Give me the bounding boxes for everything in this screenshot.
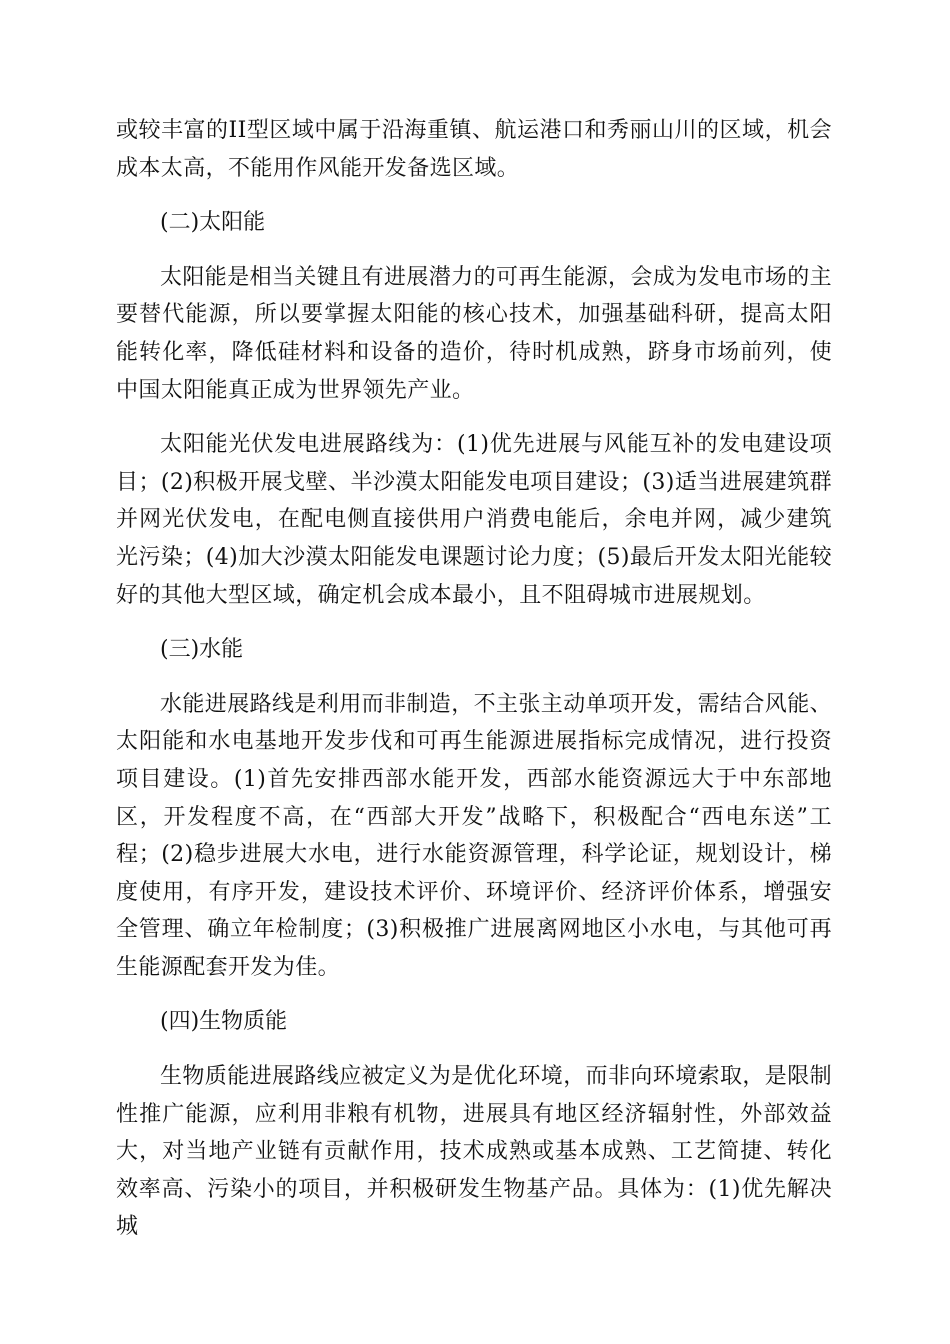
paragraph-biomass-roadmap: 生物质能进展路线应被定义为是优化环境，而非向环境索取，是限制性推广能源，应利用非粮有机物，进展具有地区经济辐射性，外部效益大，对当地产业链有贡献作用，技术成熟或基本成熟、工艺简捷、转化效率高、污染小的项目，并积极研发生物基产品。具体为：(1)优先解决城 — [116, 1064, 833, 1240]
paragraph-solar-intro: 太阳能是相当关键且有进展潜力的可再生能源，会成为发电市场的主要替代能源，所以要掌握太阳能的核心技术，加强基础科研，提高太阳能转化率，降低硅材料和设备的造价，待时机成熟，跻身市场前列，使中国太阳能真正成为世界领先产业。 — [116, 264, 833, 403]
paragraph-hydro-roadmap: 水能进展路线是利用而非制造，不主张主动单项开发，需结合风能、太阳能和水电基地开发步伐和可再生能源进展指标完成情况，进行投资项目建设。(1)首先安排西部水能开发，西部水能资源远大于中东部地区，开发程度不高，在“西部大开发”战略下，积极配合“西电东送”工程；(2)稳步进展大水电，进行水能资源管理，科学论证，规划设计，梯度使用，有序开发，建设技术评价、环境评价、经济评价体系，增强安全管理、确立年检制度；(3)积极推广进展离网地区小水电，与其他可再生能源配套开发为佳。 — [116, 691, 833, 980]
paragraph-solar-roadmap: 太阳能光伏发电进展路线为：(1)优先进展与风能互补的发电建设项目；(2)积极开展戈壁、半沙漠太阳能发电项目建设；(3)适当进展建筑群并网光伏发电，在配电侧直接供用户消费电能后，余电并网，减少建筑光污染；(4)加大沙漠太阳能发电课题讨论力度；(5)最后开发太阳光能较好的其他大型区域，确定机会成本最小，且不阻碍城市进展规划。 — [116, 432, 832, 608]
section-heading-solar: (二)太阳能 — [160, 210, 266, 236]
document-page — [116, 112, 832, 1263]
paragraph-wind-conclusion: 或较丰富的II型区域中属于沿海重镇、航运港口和秀丽山川的区域，机会成本太高，不能用作风能开发备选区域。 — [116, 118, 832, 181]
section-heading-hydro: (三)水能 — [160, 637, 244, 663]
section-heading-biomass: (四)生物质能 — [160, 1009, 288, 1035]
